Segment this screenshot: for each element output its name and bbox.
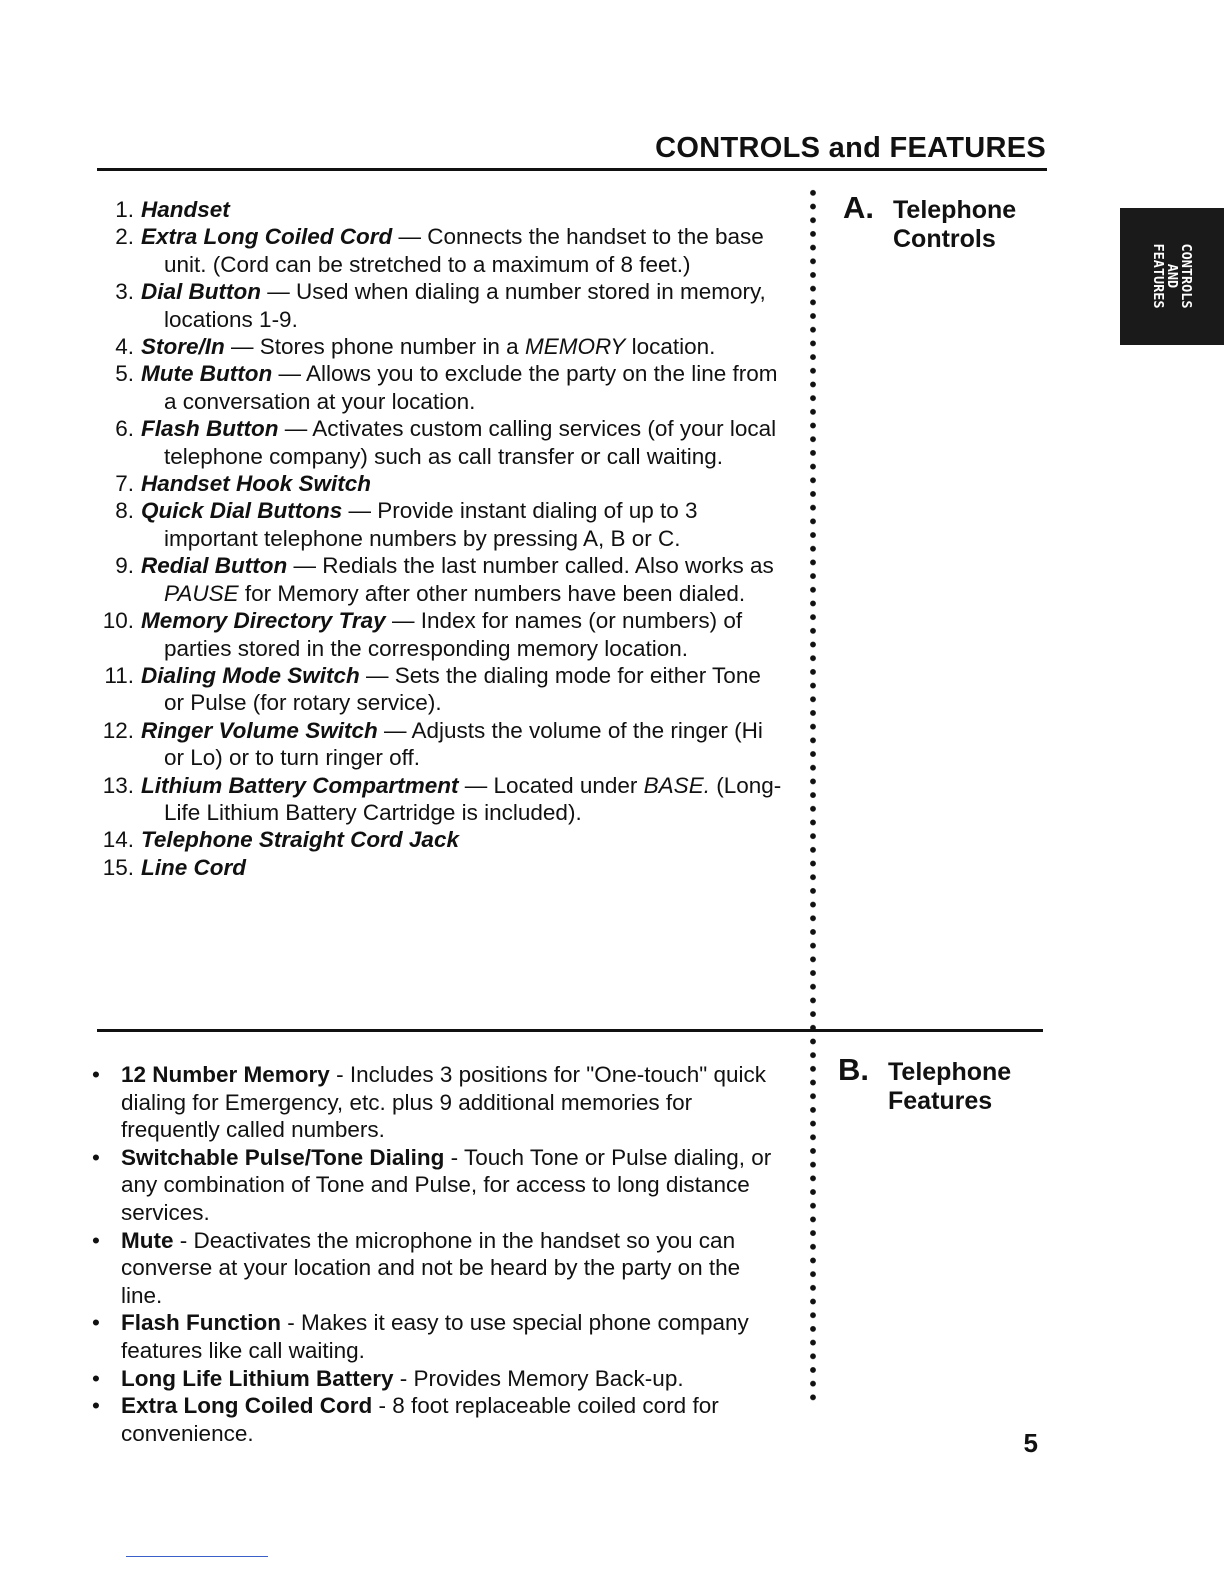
control-number: 10. <box>102 608 134 634</box>
bullet-icon: • <box>92 1365 100 1391</box>
page-title: CONTROLS and FEATURES <box>655 132 1046 164</box>
control-description: Adjusts the volume of the ringer (Hi or Lo) or to turn ringer off. <box>164 717 763 771</box>
control-emphasis: MEMORY <box>524 334 626 360</box>
section-a-title-line-1: Telephone <box>893 196 1017 224</box>
control-number: 8. <box>115 498 134 524</box>
control-name: Lithium Battery Compartment <box>141 772 459 798</box>
page-number: 5 <box>1023 1428 1038 1458</box>
control-number: 4. <box>115 334 134 360</box>
control-separator: — <box>342 498 378 524</box>
section-b-letter: B. <box>838 1052 869 1087</box>
side-tab-line-2: AND <box>1164 263 1180 289</box>
feature-description: - Includes 3 positions for "One-touch" quick dialing for Emergency, etc. plus 9 additional memories for frequently called numbers. <box>121 1062 767 1143</box>
scan-artifact-line <box>126 1556 268 1557</box>
control-item <box>94 470 784 497</box>
control-name: Handset Hook Switch <box>141 471 372 497</box>
feature-item <box>92 1365 782 1393</box>
control-name: Handset <box>141 197 230 222</box>
section-b-title-line-2: Features <box>888 1087 993 1115</box>
control-item <box>94 360 784 415</box>
section-a-title-line-2: Controls <box>893 225 996 253</box>
control-name: Extra Long Coiled Cord <box>141 224 393 250</box>
control-name: Line Cord <box>141 854 246 880</box>
control-item <box>94 196 784 223</box>
control-description: Sets the dialing mode for either Tone or Pulse (for rotary service). <box>164 662 761 716</box>
control-description: Provide instant dialing of up to 3 important telephone numbers by pressing A, B or C. <box>164 498 698 551</box>
feature-item <box>92 1061 782 1144</box>
control-description-end: (Long-Life Lithium Battery Cartridge is included). <box>164 772 782 825</box>
control-name: Quick Dial Buttons <box>141 498 343 524</box>
control-item <box>94 415 784 470</box>
control-name: Store/In <box>141 334 225 360</box>
feature-name: Mute <box>121 1227 174 1253</box>
control-name: Telephone Straight Cord Jack <box>141 827 459 853</box>
control-description: Stores phone number in a <box>259 334 525 360</box>
bullet-icon: • <box>92 1062 100 1087</box>
feature-name: 12 Number Memory <box>121 1062 330 1087</box>
section-b-title-line-1: Telephone <box>888 1058 1012 1086</box>
feature-item <box>92 1392 782 1447</box>
control-separator: — <box>272 361 306 387</box>
control-separator: — <box>385 608 421 634</box>
control-name: Dial Button <box>141 279 261 305</box>
control-number: 13. <box>102 772 134 798</box>
control-item <box>94 552 784 607</box>
feature-description: - Provides Memory Back-up. <box>393 1365 684 1391</box>
control-number: 7. <box>115 471 134 497</box>
control-item <box>94 772 784 827</box>
control-item <box>94 607 784 662</box>
bullet-icon: • <box>92 1310 100 1336</box>
feature-description: - 8 foot replaceable coiled cord for convenience. <box>121 1393 719 1446</box>
control-separator: — <box>287 553 323 579</box>
control-number: 11. <box>104 662 134 688</box>
side-tab-line-1: CONTROLS <box>1178 243 1194 309</box>
control-emphasis: BASE. <box>643 772 710 798</box>
control-number: 9. <box>115 553 134 579</box>
feature-name: Extra Long Coiled Cord <box>121 1393 373 1419</box>
control-item <box>94 278 784 333</box>
control-item <box>94 717 784 772</box>
control-number: 6. <box>115 416 134 442</box>
features-list <box>92 1061 782 1447</box>
control-name: Redial Button <box>141 553 288 579</box>
controls-list <box>94 196 784 881</box>
section-divider-rule <box>97 1029 1043 1032</box>
control-description: Connects the handset to the base unit. (Cord can be stretched to a maximum of 8 feet.) <box>164 224 764 277</box>
control-separator: — <box>260 279 296 305</box>
bullet-icon: • <box>92 1144 100 1170</box>
control-number: 5. <box>115 361 134 387</box>
feature-item <box>92 1144 782 1227</box>
control-description: Used when dialing a number stored in memory, locations 1-9. <box>164 279 766 332</box>
control-number: 15. <box>102 854 134 880</box>
feature-item <box>92 1227 782 1310</box>
section-a-letter: A. <box>843 190 874 225</box>
control-number: 2. <box>115 224 134 250</box>
control-separator: — <box>278 416 313 442</box>
feature-description: - Makes it easy to use special phone company features like call waiting. <box>121 1310 749 1363</box>
control-name: Flash Button <box>141 416 279 442</box>
control-description-end: location. <box>625 334 716 360</box>
control-description: Activates custom calling services (of your local telephone company) such as call transfer or call waiting. <box>164 416 777 469</box>
feature-description: - Touch Tone or Pulse dialing, or any combination of Tone and Pulse, for access to long distance services. <box>121 1144 772 1225</box>
feature-name: Long Life Lithium Battery <box>121 1365 394 1391</box>
control-item <box>94 826 784 853</box>
side-tab-line-3: FEATURES <box>1150 243 1166 309</box>
control-name: Ringer Volume Switch <box>141 717 378 743</box>
control-separator: — <box>377 717 412 743</box>
control-number: 3. <box>115 279 134 305</box>
control-item <box>94 662 784 717</box>
control-name: Memory Directory Tray <box>141 608 386 634</box>
section-side-tab <box>1120 208 1224 345</box>
side-tab-label <box>1151 243 1193 308</box>
control-name: Dialing Mode Switch <box>141 662 360 688</box>
control-separator: — <box>224 334 260 360</box>
bullet-icon: • <box>92 1393 100 1419</box>
feature-item <box>92 1309 782 1364</box>
control-item <box>94 223 784 278</box>
header-rule <box>97 168 1047 171</box>
control-emphasis: PAUSE <box>164 580 239 606</box>
control-number: 12. <box>102 717 134 743</box>
control-separator: — <box>458 772 494 798</box>
control-description: Located under <box>493 772 644 798</box>
control-separator: — <box>392 224 428 250</box>
bullet-icon: • <box>92 1227 100 1253</box>
feature-name: Flash Function <box>121 1310 281 1336</box>
control-description: Allows you to exclude the party on the line from a conversation at your location. <box>164 361 778 414</box>
control-name: Mute Button <box>141 361 273 387</box>
control-item <box>94 854 784 881</box>
control-description: Redials the last number called. Also works as <box>322 553 774 579</box>
control-description: Index for names (or numbers) of parties stored in the corresponding memory location. <box>164 608 743 661</box>
feature-description: - Deactivates the microphone in the handset so you can converse at your location and not be heard by the party on the line. <box>121 1227 741 1308</box>
dotted-divider <box>806 186 820 1408</box>
control-number: 14. <box>102 827 134 853</box>
control-item <box>94 497 784 552</box>
control-separator: — <box>359 662 395 688</box>
control-description-end: for Memory after other numbers have been dialed. <box>238 580 746 606</box>
feature-name: Switchable Pulse/Tone Dialing <box>121 1144 445 1170</box>
control-number: 1. <box>115 197 134 222</box>
control-item <box>94 333 784 360</box>
